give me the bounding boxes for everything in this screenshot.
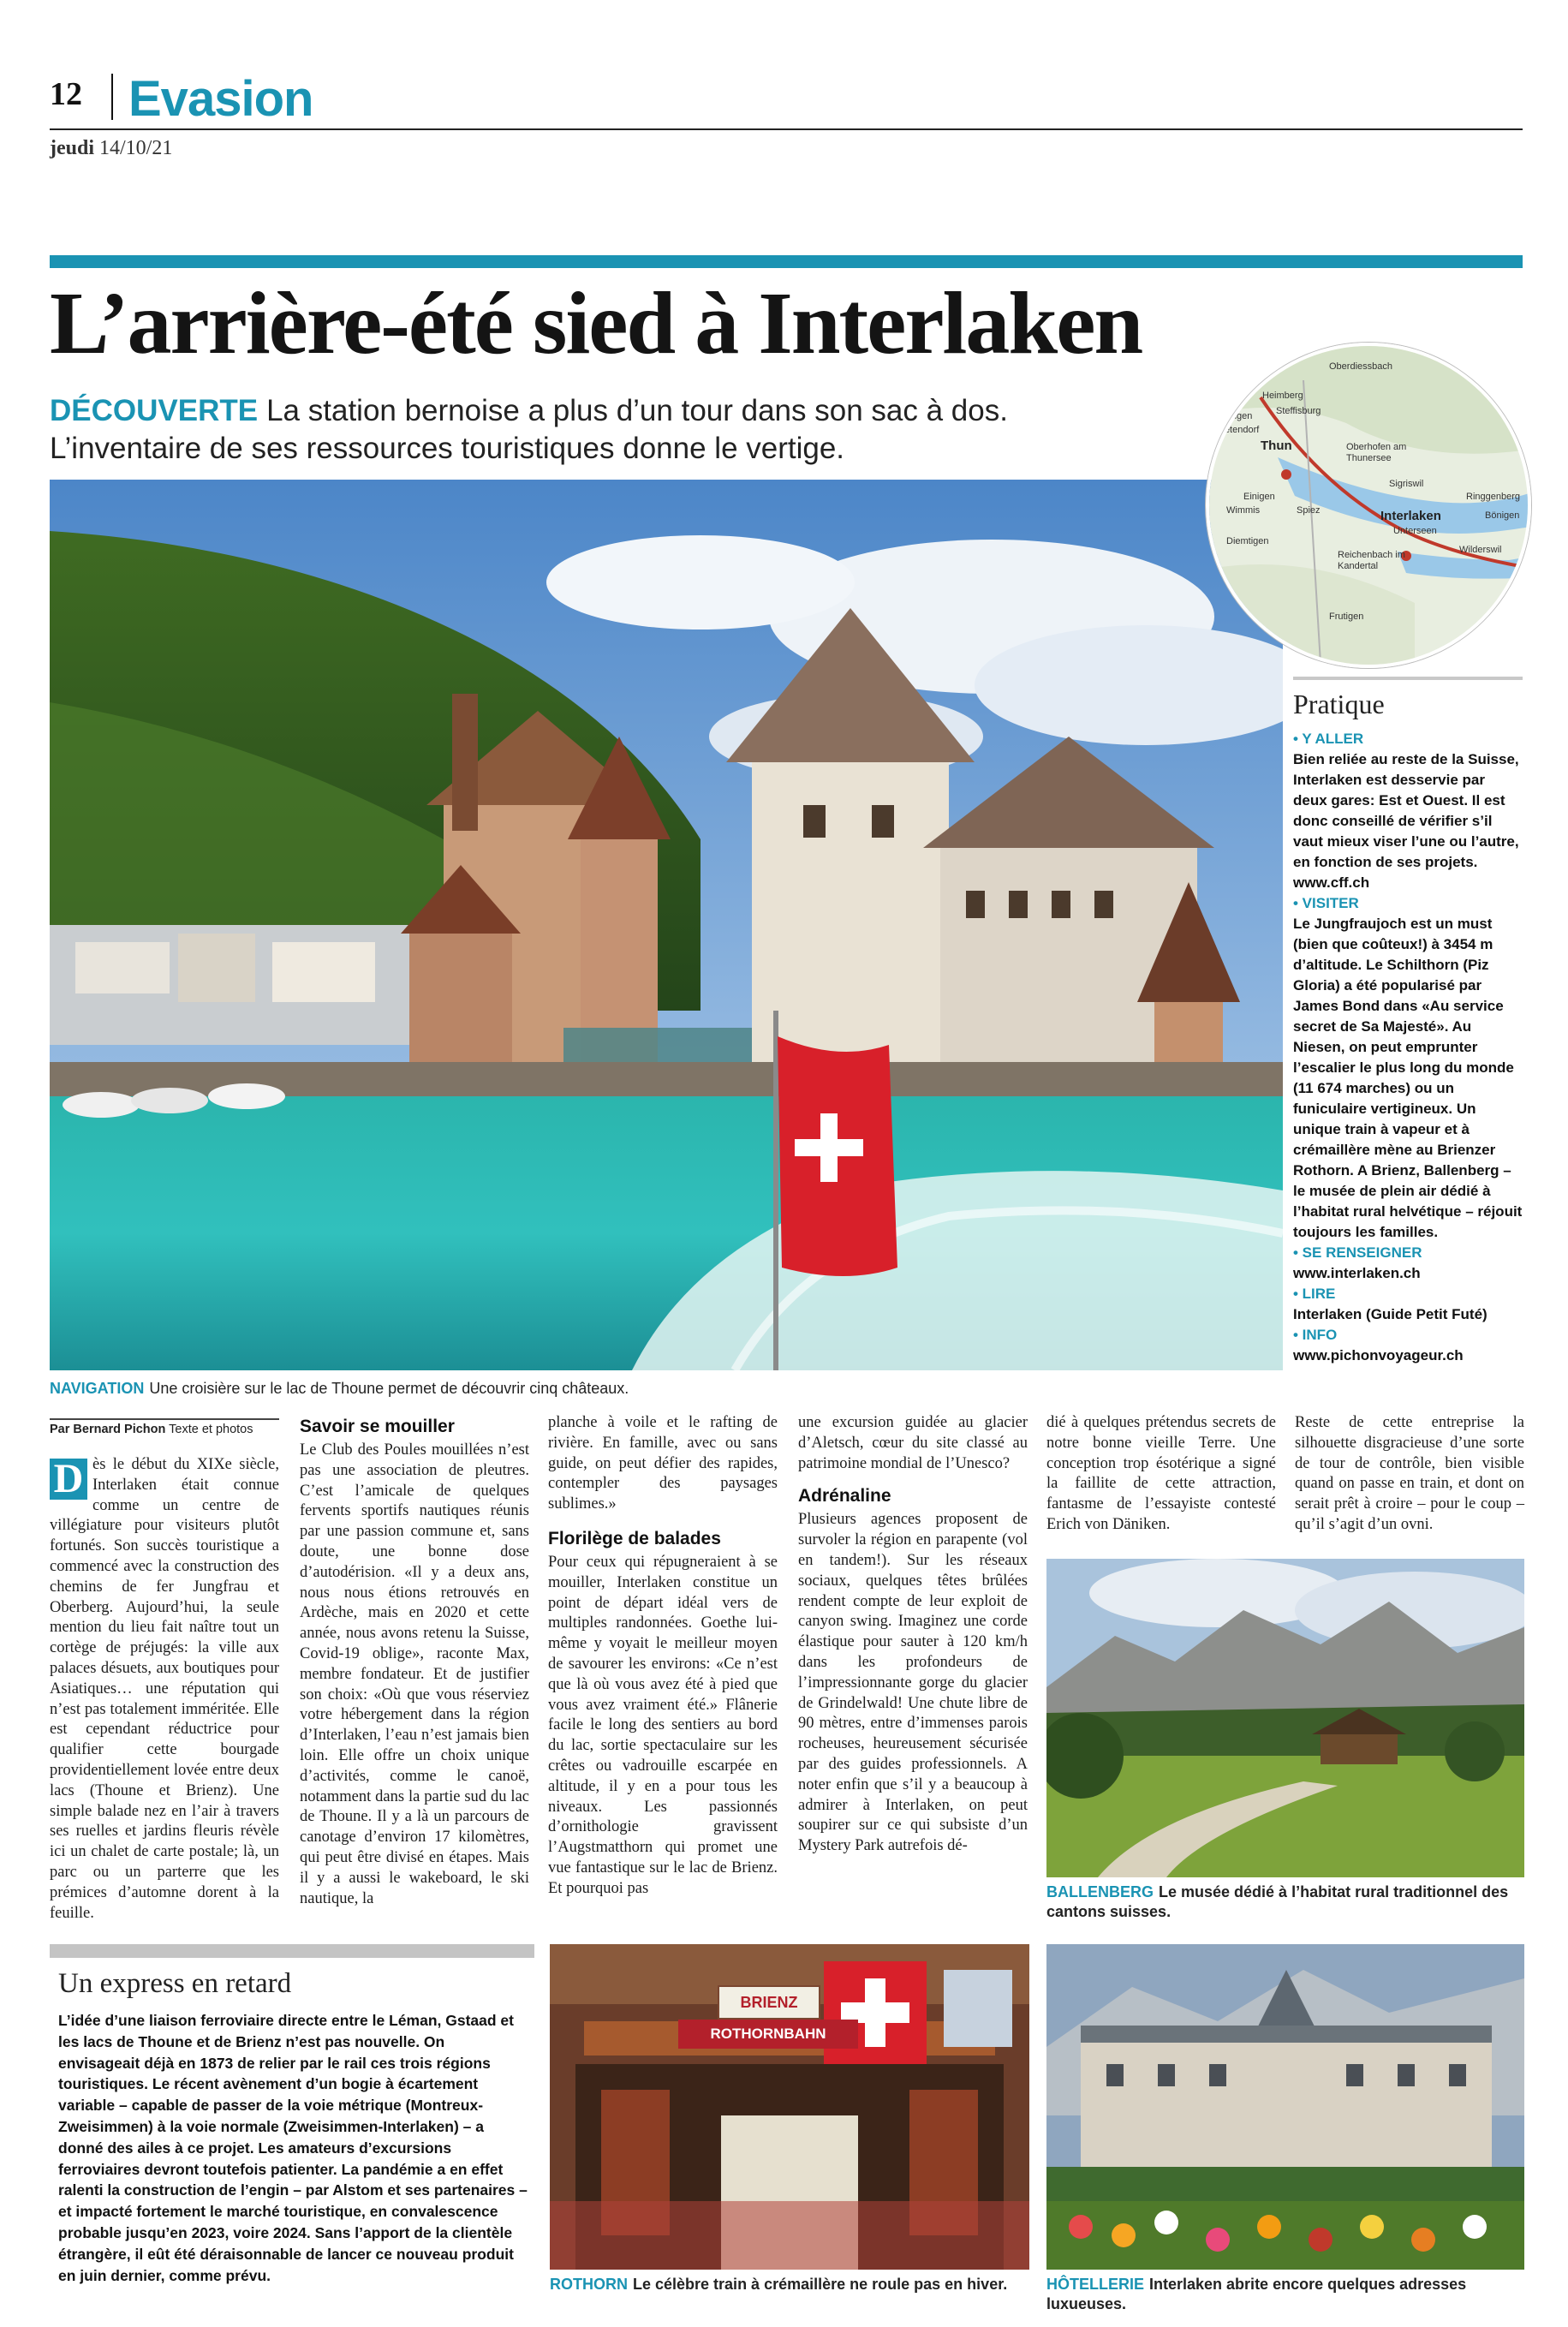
ballenberg-photo bbox=[1046, 1559, 1524, 1877]
map-label-wilderswil: Wilderswil bbox=[1459, 545, 1502, 555]
column-3-text-b: Pour ceux qui répugneraient à se mouiller, Interlaken constitue un point de départ idéal vers de multiples randonnées. Goethe lui-même y voyait le meilleur moyen de savourer les environs: «Ce n’est que là où vous avez été à pied que vous avez vraiment été.» Flânerie facile le long des sentiers au bord du lac, sortie spectaculaire sur les crêtes ou vadrouille escarpée en altitude, il y en a pour tous les niveaux. Les passionnés d’ornithologie gravissent l’Augstmatthorn qui promet une vue fantastique sur le lac de Brienz. Et pourquoi pas bbox=[548, 1553, 778, 1897]
header-separator bbox=[111, 74, 113, 120]
hero-caption-tag: NAVIGATION bbox=[50, 1380, 145, 1397]
hotel-photo-art bbox=[1046, 1944, 1524, 2270]
byline bbox=[50, 1418, 279, 1436]
article-column-6 bbox=[1295, 1413, 1524, 1536]
pratique-label-info: • INFO bbox=[1293, 1327, 1338, 1343]
map-label-thun: Thun bbox=[1261, 439, 1292, 453]
ballenberg-caption-text: Le musée dédié à l’habitat rural traditionnel des cantons suisses. bbox=[1046, 1883, 1509, 1920]
rothorn-caption-tag: ROTHORN bbox=[550, 2276, 628, 2293]
article-column-3 bbox=[548, 1413, 778, 1900]
ballenberg-photo-art bbox=[1046, 1559, 1524, 1877]
pratique-text-visiter: Le Jungfraujoch est un must (bien que coûteux!) à 3454 m d’altitude. Le Schilthorn (Piz Gloria) a été popularisé par James Bond dans «Au service secret de Sa Majesté». Au Niesen, on peut emprunter l’escalier le plus long du monde (11 674 marches) ou un funiculaire vertigineux. Un unique train à vapeur et à crémaillère mène au Brienzer Rothorn. A Brienz, Ballenberg – le musée de plein air dédié à l’habitat rural helvétique – réjouit toujours les familles. bbox=[1293, 916, 1523, 1240]
byline-author: Par Bernard Pichon bbox=[50, 1423, 166, 1436]
column-2-text: Le Club des Poules mouillées n’est pas une association de pleutres. C’est l’amicale de quelques fervents sportifs nautiques réunis par une passion commune et, sans doute, une bonne dose d’autodérision. «Il y a deux ans, nous nous étions retrouvés en Ardèche, mais en 2020 et cette année, nous avons retenu la Suisse, Covid-19 oblige», raconte Max, membre fondateur. Et de justifier son choix: «Où que vous réserviez votre hébergement dans la région d’Interlaken, l’eau n’est jamais bien loin. Elle offre un choix unique d’activités, comme le canoë, notamment dans la partie sud du lac de Thoune. Il y a là un parcours de canotage d’environ 17 kilomètres, qui peut être divisé en étapes. Mais il y a aussi le wakeboard, le ski nautique, la bbox=[300, 1441, 529, 1907]
pratique-label-visiter: • VISITER bbox=[1293, 895, 1359, 911]
map-label-wimmis: Wimmis bbox=[1226, 505, 1261, 516]
rothorn-caption bbox=[550, 2275, 1029, 2294]
article-column-2 bbox=[300, 1413, 529, 1909]
map-label-einigen: Einigen bbox=[1243, 492, 1275, 502]
pratique-text-info: www.pichonvoyageur.ch bbox=[1293, 1347, 1464, 1363]
article-column-1 bbox=[50, 1418, 279, 1924]
ballenberg-caption-tag: BALLENBERG bbox=[1046, 1883, 1154, 1900]
hero-photo bbox=[50, 480, 1283, 1370]
heading-savoir-se-mouiller: Savoir se mouiller bbox=[300, 1417, 455, 1436]
byline-role: Texte et photos bbox=[169, 1423, 253, 1436]
pratique-label-renseigner: • SE RENSEIGNER bbox=[1293, 1244, 1422, 1261]
map-label-oberhofen: Oberhofen am Thunersee bbox=[1346, 442, 1407, 463]
hero-caption-text: Une croisière sur le lac de Thoune permet de découvrir cinq châteaux. bbox=[149, 1380, 629, 1397]
pratique-text-renseigner: www.interlaken.ch bbox=[1293, 1265, 1421, 1281]
section-title: Evasion bbox=[128, 71, 313, 127]
column-4-text-b: Plusieurs agences proposent de survoler la région en parapente (vol en tandem!). Sur les réseaux sociaux, quelques têtes brûlées rendent compte de leur exploit de canyon swing. Imaginez une corde élastique pour sauter à 120 km/h dans les profondeurs de l’impressionnante gorge du glacier de Grindelwald! Une chute libre de 90 mètres, entre d’immenses parois rocheuses, heureusement sécurisée par des guides professionnels. A noter enfin que s’il y a beaucoup à admirer à Interlaken, on peut soupirer sur ce qui subsiste d’un Mystery Park autrefois dé- bbox=[798, 1511, 1028, 1855]
dropcap: D bbox=[50, 1459, 87, 1500]
express-text: L’idée d’une liaison ferroviaire directe entre le Léman, Gstaad et les lacs de Thoune et de Brienz n’est pas nouvelle. On envisageait déjà en 1873 de relier par le rail ces trois régions touristiques. Le récent avènement d’un bogie à écartement variable – capable de passer de la voie métrique (Montreux-Zweisimmen) à la voie normale (Zweisimmen-Interlaken) – a donné des ailes à ce projet. Les amateurs d’excursions ferroviaires devront toutefois patienter. La pandémie a en effet ralenti la construction de l’engin – par Alstom et ses partenaires – et impacté fortement le marché touristique, en convalescence probable jusqu’en 2023, voire 2024. Sans l’apport de la clientèle étrangère, il eût été déraisonnable de lancer ce nouveau produit en juin dernier, comme prévu. bbox=[58, 2012, 528, 2284]
map-label-oberdiessbach: Oberdiessbach bbox=[1329, 361, 1392, 372]
header-rule bbox=[50, 128, 1523, 130]
article-column-4 bbox=[798, 1413, 1028, 1857]
map-label-boenigen: Bönigen bbox=[1485, 510, 1520, 521]
pratique-text-lire: Interlaken (Guide Petit Futé) bbox=[1293, 1306, 1488, 1322]
hero-photo-art bbox=[50, 480, 1283, 1370]
pratique-label-lire: • LIRE bbox=[1293, 1286, 1336, 1302]
column-4-text-a: une excursion guidée au glacier d’Aletsch, cœur du site classé au patrimoine mondial de l’Unesco? bbox=[798, 1414, 1028, 1472]
heading-florilege: Florilège de balades bbox=[548, 1528, 721, 1548]
map-label-unterseen: Unterseen bbox=[1393, 526, 1437, 536]
region-map bbox=[1206, 343, 1531, 668]
article-column-5 bbox=[1046, 1413, 1276, 1536]
hero-caption bbox=[50, 1379, 1283, 1399]
map-label-frutigen: Frutigen bbox=[1329, 612, 1364, 622]
hotel-caption bbox=[1046, 2275, 1524, 2314]
rothorn-caption-text: Le célèbre train à crémaillère ne roule pas en hiver. bbox=[633, 2276, 1008, 2293]
hotel-photo bbox=[1046, 1944, 1524, 2270]
pratique-label-y-aller: • Y ALLER bbox=[1293, 731, 1364, 747]
issue-date-value: 14/10/21 bbox=[99, 137, 173, 159]
express-title: Un express en retard bbox=[58, 1968, 292, 1999]
pratique-text-y-aller: Bien reliée au reste de la Suisse, Interlaken est desservie par deux gares: Est et Ouest. Il est donc conseillé de vérifier s’il vaut mieux viser l’une ou l’autre, en fonction de ses projets. www.cff.ch bbox=[1293, 751, 1519, 891]
column-3-text-a: planche à voile et le rafting de rivière. En famille, avec ou sans guide, on peut défier des rapides, contempler des paysages sublimes.» bbox=[548, 1414, 778, 1513]
rothorn-sign-bahn: ROTHORNBAHN bbox=[678, 2020, 858, 2049]
lead-paragraph bbox=[50, 392, 1189, 468]
kicker: DÉCOUVERTE bbox=[50, 394, 259, 427]
pratique-box bbox=[1293, 677, 1523, 1366]
express-rule bbox=[50, 1944, 534, 1958]
lead-line-1: La station bernoise a plus d’un tour dans son sac à dos. bbox=[266, 394, 1008, 427]
column-6-text: Reste de cette entreprise la silhouette disgracieuse d’une sorte de tour de contrôle, bien visible quand on passe en train, et dont on serait prêt à croire – pour le coup – qu’il s’agit d’un ovni. bbox=[1295, 1414, 1524, 1533]
column-5-text: dié à quelques prétendus secrets de notre bonne vieille Terre. Une conception trop ésotérique a signé la faillite de cette attraction, fantasme de l’essayiste contesté Erich von Däniken. bbox=[1046, 1414, 1276, 1533]
map-label-diemtigen: Diemtigen bbox=[1226, 536, 1269, 546]
map-label-reichenbach: Reichenbach im Kandertal bbox=[1338, 550, 1405, 571]
express-box bbox=[50, 1944, 534, 2286]
issue-day: jeudi bbox=[50, 137, 95, 159]
hotel-caption-text: Interlaken abrite encore quelques adresses luxueuses. bbox=[1046, 2276, 1467, 2312]
map-label-uetendorf: Uetendorf bbox=[1218, 425, 1260, 435]
heading-adrenaline: Adrénaline bbox=[798, 1486, 891, 1507]
hotel-caption-tag: HÔTELLERIE bbox=[1046, 2276, 1145, 2293]
map-label-seftigen: Seftigen bbox=[1218, 411, 1253, 421]
map-label-sigriswil: Sigriswil bbox=[1389, 479, 1424, 489]
map-label-steffisburg: Steffisburg bbox=[1276, 406, 1321, 416]
lead-line-2: L’inventaire de ses ressources touristiques donne le vertige. bbox=[50, 432, 845, 465]
headline-bar bbox=[50, 255, 1523, 268]
rothorn-sign-brienz: BRIENZ bbox=[718, 1985, 820, 2020]
ballenberg-caption bbox=[1046, 1882, 1524, 1922]
headline: L’arrière-été sied à Interlaken bbox=[50, 274, 1142, 373]
column-1-text: ès le début du XIXe siècle, Interlaken était connue comme un centre de villégiature pour visiteurs plutôt fortunés. Son succès touristique a commencé avec la construction des chemins de fer Jungfrau et Oberberg. Aujourd’hui, la seule mention du lieu fait naître tout un cortège de préjugés: la ville aux palaces désuets, aux boutiques pour Asiatiques… une réputation qui n’est pas totalement imméritée. Elle est cependant réductrice pour qualifier cette bourgade providentiellement lovée entre deux lacs (Thoune et Brienz). Une simple balade nez en l’air à travers ses ruelles et jardins fleuris révèle ici un chalet de carte postale; là, un parc ou un parterre que les prémices d’automne dorent à la feuille. bbox=[50, 1456, 279, 1922]
pratique-title: Pratique bbox=[1293, 677, 1523, 720]
map-label-interlaken: Interlaken bbox=[1380, 509, 1441, 523]
rothorn-photo bbox=[550, 1944, 1029, 2270]
map-label-spiez: Spiez bbox=[1297, 505, 1321, 516]
page-number: 12 bbox=[50, 76, 82, 112]
map-label-heimberg: Heimberg bbox=[1262, 391, 1303, 401]
map-label-ringgenberg: Ringgenberg bbox=[1466, 492, 1520, 502]
issue-date bbox=[50, 137, 172, 160]
